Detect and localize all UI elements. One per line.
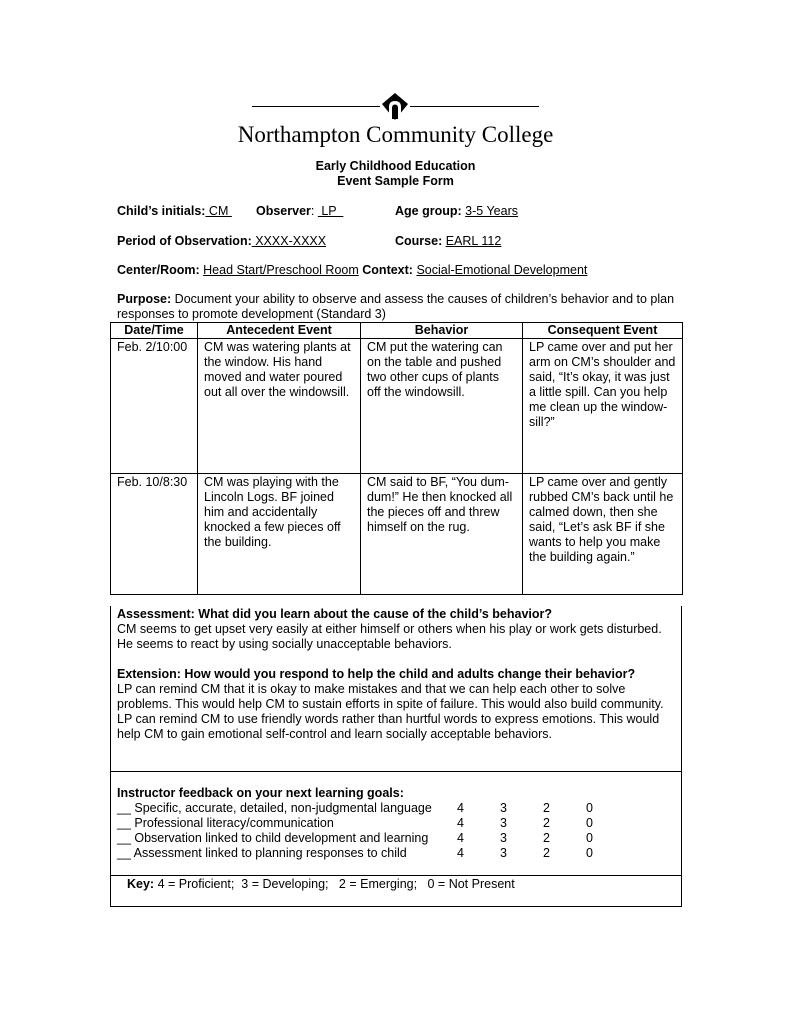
cell-date: Feb. 2/10:00 xyxy=(111,339,198,474)
cell-behavior: CM said to BF, “You dum-dum!” He then knocked all the pieces off and threw himself on the rug. xyxy=(361,474,523,595)
extension-text-1: LP can remind CM that it is okay to make mistakes and that we can help each other to solve problems. This would help CM to sustain efforts in spite of failure. This would also build community. xyxy=(117,682,664,711)
feedback-item-label: __ Professional literacy/communication xyxy=(117,816,334,830)
cell-consequent: LP came over and put her arm on CM’s shoulder and said, “It’s okay, it was just a little spill. Can you help me clean up the window-sill?” xyxy=(523,339,683,474)
feedback-item xyxy=(117,846,675,861)
key-text: 4 = Proficient; 3 = Developing; 2 = Emerging; 0 = Not Present xyxy=(154,877,515,891)
observer-label: Observer xyxy=(256,204,311,218)
age-group-field xyxy=(395,204,518,218)
table-header-row xyxy=(111,323,683,339)
child-initials-label: Child’s initials: xyxy=(117,204,206,218)
context-label: Context: xyxy=(362,263,413,277)
score-0: 0 xyxy=(586,816,593,830)
score-0: 0 xyxy=(586,846,593,860)
child-initials-value: CM xyxy=(205,204,232,218)
score-3: 3 xyxy=(500,816,507,830)
context-value: Social-Emotional Development xyxy=(416,263,588,277)
center-label: Center/Room: xyxy=(117,263,200,277)
header-behavior: Behavior xyxy=(361,323,523,339)
purpose-text: Document your ability to observe and assess the causes of children’s behavior and to plan responses to promote development (Standard 3) xyxy=(117,292,675,321)
feedback-item xyxy=(117,831,675,846)
age-group-value: 3-5 Years xyxy=(465,204,518,218)
score-2: 2 xyxy=(543,801,550,815)
score-2: 2 xyxy=(543,816,550,830)
assessment-text: CM seems to get upset very easily at either himself or others when his play or work gets disturbed. He seems to react by using socially unacceptable behaviors. xyxy=(117,622,662,651)
score-2: 2 xyxy=(543,846,550,860)
extension-heading: Extension: How would you respond to help the child and adults change their behavior? xyxy=(117,667,636,681)
observer-value: LP xyxy=(317,204,344,218)
feedback-item xyxy=(117,801,675,816)
table-row xyxy=(111,474,683,595)
score-3: 3 xyxy=(500,801,507,815)
instructor-feedback-box xyxy=(110,771,682,876)
cell-antecedent: CM was playing with the Lincoln Logs. BF joined him and accidentally knocked a few pieces off the building. xyxy=(198,474,361,595)
key-box xyxy=(110,875,682,907)
observer-field: Observer: LP xyxy=(256,204,344,218)
extension-text-2: LP can remind CM to use friendly words rather than hurtful words to express emotions. This would help CM to gain emotional self-control and learn socially acceptable behaviors. xyxy=(117,712,660,741)
period-value: XXXX-XXXX xyxy=(251,234,327,248)
feedback-item-label: __ Specific, accurate, detailed, non-judgmental language xyxy=(117,801,432,815)
cell-consequent: LP came over and gently rubbed CM’s back until he calmed down, then she said, “Let’s ask BF if she wants to help you make the building again.” xyxy=(523,474,683,595)
course-label: Course: xyxy=(395,234,443,248)
assessment-heading: Assessment: What did you learn about the cause of the child’s behavior? xyxy=(117,607,553,621)
center-context-field xyxy=(117,263,587,277)
score-3: 3 xyxy=(500,831,507,845)
logo-rule-left xyxy=(252,106,380,107)
age-group-label: Age group: xyxy=(395,204,462,218)
feedback-item-label: __ Assessment linked to planning responses to child xyxy=(117,846,407,860)
feedback-item-label: __ Observation linked to child development and learning xyxy=(117,831,429,845)
ncc-arch-icon xyxy=(380,92,410,122)
score-4: 4 xyxy=(457,801,464,815)
score-4: 4 xyxy=(457,846,464,860)
form-title-line1: Early Childhood Education xyxy=(315,159,476,173)
child-initials-field xyxy=(117,204,232,218)
cell-behavior: CM put the watering can on the table and pushed two other cups of plants off the windowsill. xyxy=(361,339,523,474)
purpose-label: Purpose: xyxy=(117,292,172,306)
score-0: 0 xyxy=(586,831,593,845)
period-label: Period of Observation: xyxy=(117,234,252,248)
score-4: 4 xyxy=(457,831,464,845)
cell-antecedent: CM was watering plants at the window. His hand moved and water poured out all over the windowsill. xyxy=(198,339,361,474)
score-4: 4 xyxy=(457,816,464,830)
period-field xyxy=(117,234,326,248)
key-label: Key: xyxy=(127,877,155,891)
header-date-time: Date/Time xyxy=(111,323,198,339)
purpose xyxy=(117,292,677,322)
score-3: 3 xyxy=(500,846,507,860)
course-value: EARL 112 xyxy=(445,234,502,248)
table-row xyxy=(111,339,683,474)
feedback-item xyxy=(117,816,675,831)
cell-date: Feb. 10/8:30 xyxy=(111,474,198,595)
course-field xyxy=(395,234,501,248)
score-2: 2 xyxy=(543,831,550,845)
header-consequent: Consequent Event xyxy=(523,323,683,339)
assessment-extension-box xyxy=(110,606,682,772)
score-0: 0 xyxy=(586,801,593,815)
feedback-heading: Instructor feedback on your next learning goals: xyxy=(117,786,404,800)
event-sample-table xyxy=(110,322,683,595)
center-value: Head Start/Preschool Room xyxy=(203,263,359,277)
form-title-line2: Event Sample Form xyxy=(337,174,454,188)
college-name: Northampton Community College xyxy=(237,122,554,147)
logo-rule-right xyxy=(410,106,539,107)
header-antecedent: Antecedent Event xyxy=(198,323,361,339)
